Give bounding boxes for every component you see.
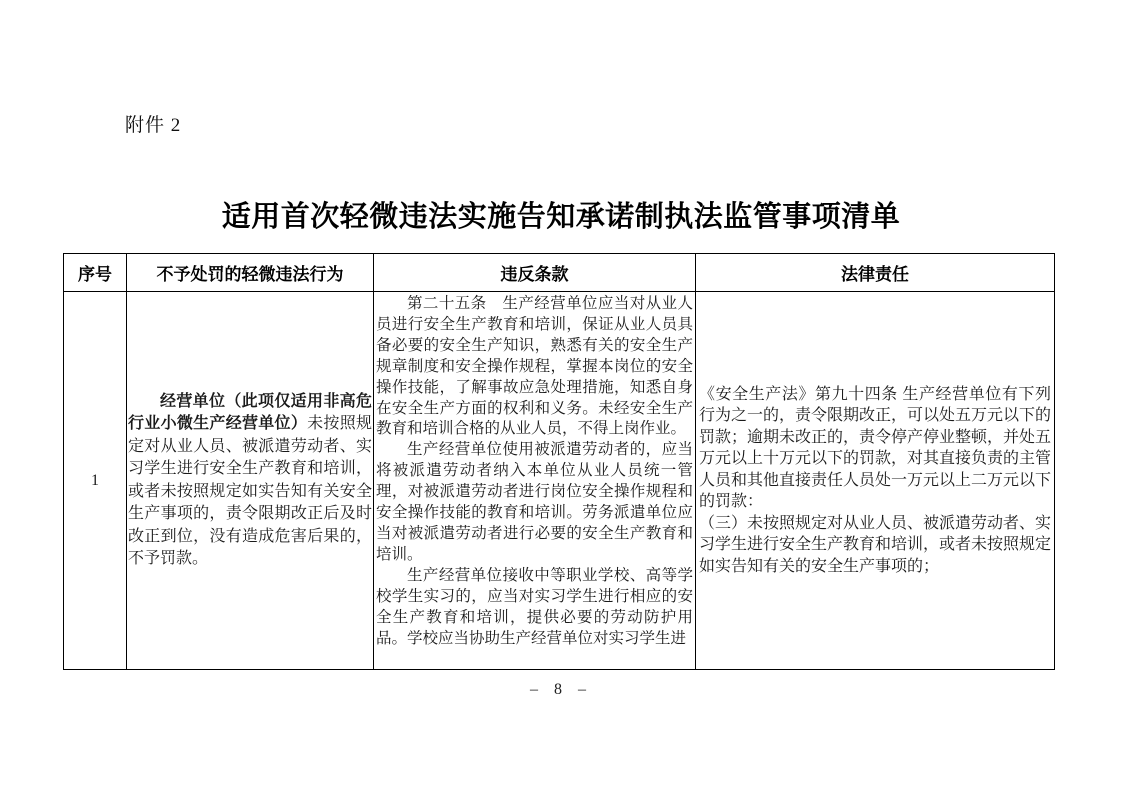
attachment-label: 附件 2: [125, 115, 182, 136]
violation-rest-text: 未按照规定对从业人员、被派遣劳动者、实习学生进行安全生产教育和培训，或者未按照规定如实告知有关安全生产事项的，责令限期改正后及时改正到位，没有造成危害后果的，不予罚款。: [128, 415, 372, 567]
provisions-cell: [374, 292, 696, 670]
liability-paragraph-1: 《安全生产法》第九十四条 生产经营单位有下列行为之一的，责令限期改正，可以处五万元以下的罚款；逾期未改正的，责令停产停业整顿，并处五万元以上十万元以下的罚款，对其直接负责的主管人员和其他直接责任人员处一万元以上二万元以下的罚款：: [699, 385, 1052, 511]
column-header-liability: 法律责任: [696, 254, 1055, 292]
column-header-serial: 序号: [64, 254, 127, 292]
provisions-paragraph-1: 第二十五条 生产经营单位应当对从业人员进行安全生产教育和培训，保证从业人员具备必要的安全生产知识，熟悉有关的安全生产规章制度和安全操作规程，掌握本岗位的安全操作技能，了解事故应急处理措施，知悉自身在安全生产方面的权利和义务。未经安全生产教育和培训合格的从业人员，不得上岗作业。: [376, 295, 693, 438]
violation-paragraph: [128, 391, 372, 571]
page-title: 适用首次轻微违法实施告知承诺制执法监管事项清单: [221, 201, 901, 233]
table-row: [64, 292, 1055, 670]
serial-number-cell: 1: [64, 292, 127, 670]
provisions-paragraph-2: 生产经营单位使用被派遣劳动者的，应当将被派遣劳动者纳入本单位从业人员统一管理，对被派遣劳动者进行岗位安全操作规程和安全操作技能的教育和培训。劳务派遣单位应当对被派遣劳动者进行必要的安全生产教育和培训。: [376, 441, 693, 563]
violation-cell: [127, 292, 374, 670]
violation-bold-text: 经营单位（此项仅适用非高危行业小微生产经营单位）: [128, 392, 372, 432]
page-number: – 8 –: [530, 681, 592, 698]
table-header-row: [64, 254, 1055, 292]
regulation-table: [63, 253, 1055, 670]
column-header-provisions: 违反条款: [374, 254, 696, 292]
provisions-paragraph-3: 生产经营单位接收中等职业学校、高等学校学生实习的，应当对实习学生进行相应的安全生产教育和培训，提供必要的劳动防护用品。学校应当协助生产经营单位对实习学生进: [376, 566, 693, 647]
liability-cell: [696, 292, 1055, 670]
column-header-violation: 不予处罚的轻微违法行为: [127, 254, 374, 292]
liability-paragraph-2: （三）未按照规定对从业人员、被派遣劳动者、实习学生进行安全生产教育和培训，或者未按照规定如实告知有关的安全生产事项的；: [699, 514, 1052, 575]
